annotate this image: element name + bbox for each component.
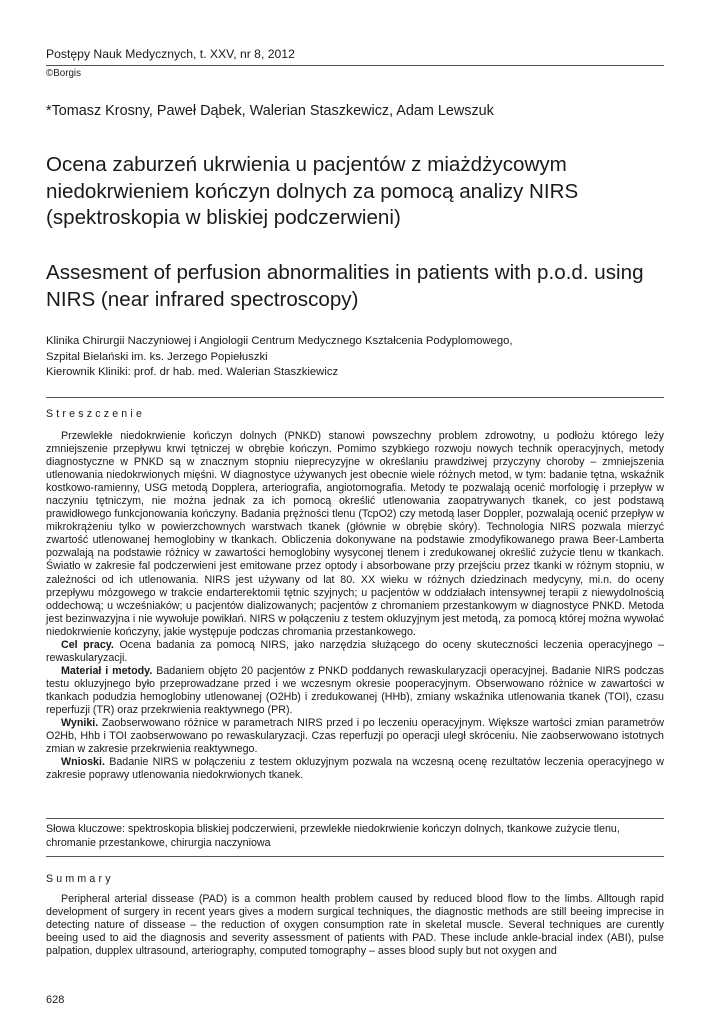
page-number: 628 bbox=[46, 994, 65, 1006]
keywords: Słowa kluczowe: spektroskopia bliskiej podczerwieni, przewlekłe niedokrwienie kończyn dolnych, tkankowe zużycie tlenu, chromanie przestankowe, chirurgia naczyniowa bbox=[46, 823, 620, 849]
affiliation-line: Szpital Bielański im. ks. Jerzego Popiełuszki bbox=[46, 350, 268, 363]
abstract-conclusions bbox=[46, 756, 664, 782]
affiliation bbox=[46, 334, 513, 381]
abstract-intro: Przewlekłe niedokrwienie kończyn dolnych (PNKD) stanowi powszechny problem zdrowotny, u podłożu którego leży zmniejszenie przepływu krwi tętniczej w obrębie kończyn. Pomimo szybkiego rozwoju nowych technik operacyjnych, metody diagnostyczne w PNKD są w znacznym stopniu nieprecyzyjne w określaniu prawdziwej przyczyny choroby – zmniejszenia utlenowania niedokrwionych mięśni. W diagnostyce używanych jest obecnie wiele różnych metod, w tym: badanie tętna, wskaźnik kostkowo-ramienny, USG metodą Dopplera, arteriografia, angiotomografia. Metody te pozwalają ocenić morfologię i przepływ w naczyniu tętniczym, nie można jednak za ich pomocą określić utlenowania zaopatrywanych tkanek, co jest podstawą prawidłowego funkcjonowania kończyny. Badania prężności tlenu (TcpO2) czy metodą laser Doppler, pozwalają ocenić przepływ w mikrokrążeniu tylko w powierzchownych warstwach tkanek (głównie w obrębie skóry). Technologia NIRS pozwala mierzyć zwartość utlenowanej hemoglobiny w tkankach. Obliczenia dokonywane na podstawie zmodyfikowanego prawa Beer-Lamberta pozwalają na podstawie różnicy w zawartości hemoglobiny wysyconej tlenem i zredukowanej określić zużycie tlenu w tkankach. Światło w zakresie fal podczerwieni jest emitowane przez optody i absorbowane przy przejściu przez tkanki w różnym stopniu, w zależności od ich utlenowania. NIRS jest używany od lat 80. XX wieku w różnych dziedzinach medycyny, mi.n. do oceny przepływu mózgowego w trakcie endarterektomii tętnic szyjnych; u pacjentów w oddziałach intensywnej terapii z niewydolnością oddechową; u wcześniaków; u pacjentów dializowanych; pacjentów z chromaniem przestankowym w diagnostyce PNKD. Metoda jest bezinwazyjna i nie wywołuje powikłań. NIRS w połączeniu z testem okluzyjnym jest metodą, za pomocą której można wywołać niedokrwienie kończyny, jakie występuje podczas chromania przestankowego. bbox=[46, 430, 664, 638]
results-text: Zaobserwowano różnice w parametrach NIRS przed i po leczeniu operacyjnym. Większe wartości zmian parametrów O2Hb, Hhb i TOI zaobserwowano po rewaskularyzacji. Czas reperfuzji po operacji uległ skróceniu. Nie zaobserwowano istotnych zmian w zakresie przekrwienia reaktywnego. bbox=[46, 717, 664, 756]
copyright-note: ©Borgis bbox=[46, 68, 81, 79]
abstract-results bbox=[46, 717, 664, 756]
section-rule bbox=[46, 397, 664, 398]
results-label: Wyniki. bbox=[61, 717, 99, 730]
abstract-heading: Streszczenie bbox=[46, 408, 146, 420]
keywords-rule-top bbox=[46, 818, 664, 819]
title-polish: Ocena zaburzeń ukrwienia u pacjentów z miażdżycowym niedokrwieniem kończyn dolnych za pomocą analizy NIRS (spektroskopia w bliskiej podczerwieni) bbox=[46, 153, 579, 229]
conclusions-text: Badanie NIRS w połączeniu z testem okluzyjnym pozwala na wczesną ocenę rezultatów leczenia operacyjnego w zakresie poprawy utlenowania niedokrwionych tkanek. bbox=[46, 756, 664, 782]
abstract-methods bbox=[46, 665, 664, 717]
affiliation-line: Kierownik Kliniki: prof. dr hab. med. Walerian Staszkiewicz bbox=[46, 366, 339, 379]
summary-text: Peripheral arterial dissease (PAD) is a common health problem caused by reduced blood flow to the limbs. Alltough rapid development of surgery in recent years gives a modern surgical techniques, the diagnostic methods are still beeing imprecise in detecting nature of dissease – the reduction of oxygen consumption rate in skeletal muscle. Several techniques are curently beeing used to aid the diagnosis and severity assessment of patients with PAD. These include ankle-bracial index (ABI), pulse palpation, dupplex ultrasound, arteriography, computed tomography – asses blood suply but not oxygen and bbox=[46, 893, 664, 958]
methods-text: Badaniem objęto 20 pacjentów z PNKD poddanych rewaskularyzacji operacyjnej. Badanie NIRS podczas testu okluzyjnego było przeprowadzane przed i we wczesnym okresie pooperacyjnym. Obserwowano różnice w zawartości w tkankach podudzia hemoglobiny utlenowanej (O2Hb) i zredukowanej (HHb), zmiany wskaźnika utlenowania tkanek (TOI), czasu reperfuzji (TR) oraz przekrwienia reaktywnego (PR). bbox=[46, 664, 664, 716]
keywords-rule-bottom bbox=[46, 856, 664, 857]
abstract-body bbox=[46, 430, 664, 782]
summary-heading: Summary bbox=[46, 873, 114, 885]
methods-label: Materiał i metody. bbox=[61, 664, 153, 677]
header-rule bbox=[46, 65, 664, 66]
conclusions-label: Wnioski. bbox=[61, 756, 105, 769]
aim-label: Cel pracy. bbox=[61, 638, 114, 651]
summary-body bbox=[46, 893, 664, 958]
abstract-aim bbox=[46, 639, 664, 665]
aim-text: Ocena badania za pomocą NIRS, jako narzędzia służącego do oceny skuteczności leczenia operacyjnego – rewaskularyzacji. bbox=[46, 638, 664, 664]
journal-header: Postępy Nauk Medycznych, t. XXV, nr 8, 2012 bbox=[46, 47, 295, 61]
title-english: Assesment of perfusion abnormalities in patients with p.o.d. using NIRS (near infrared spectroscopy) bbox=[46, 261, 644, 311]
author-list: *Tomasz Krosny, Paweł Dąbek, Walerian Staszkewicz, Adam Lewszuk bbox=[46, 103, 494, 119]
affiliation-line: Klinika Chirurgii Naczyniowej i Angiologii Centrum Medycznego Kształcenia Podyplomowego, bbox=[46, 335, 513, 347]
